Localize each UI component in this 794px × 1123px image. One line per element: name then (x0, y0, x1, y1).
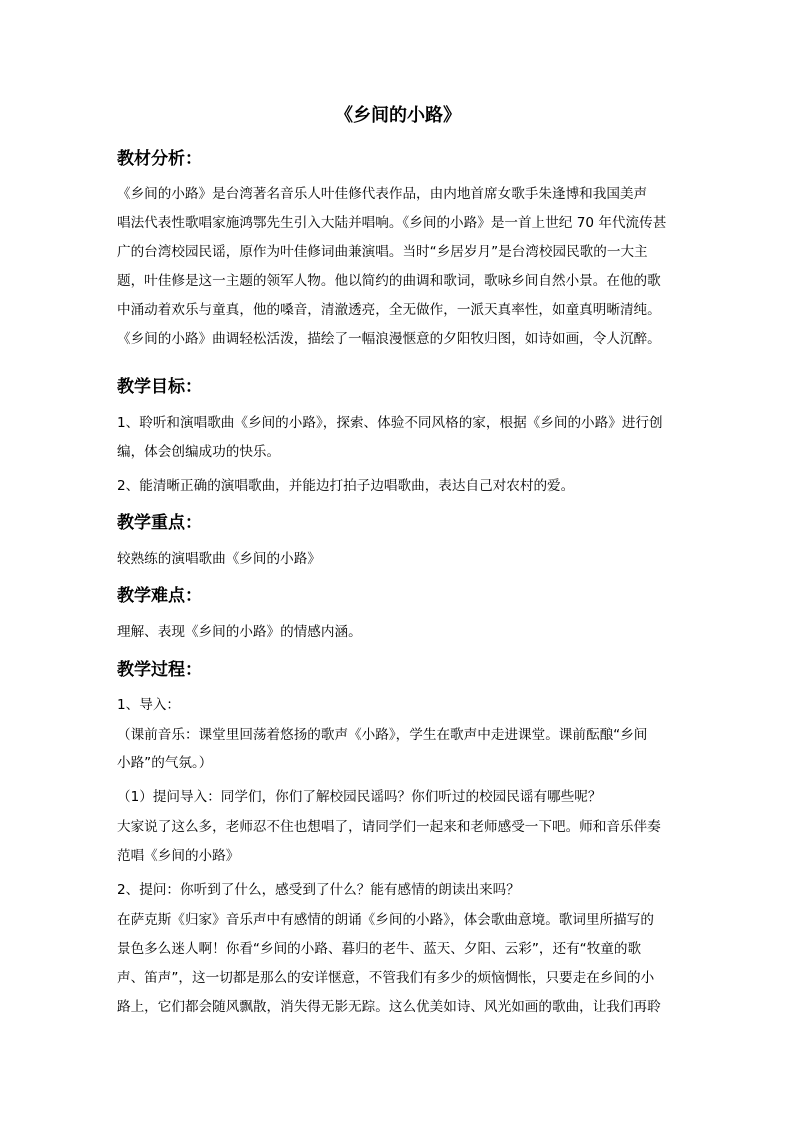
paragraph-line: （1）提问导入：同学们，你们了解校园民谣吗？你们听过的校园民谣有哪些呢？ (117, 789, 602, 805)
document-title: 《乡间的小路》 (335, 105, 461, 126)
paragraph-line: 在萨克斯《归家》音乐声中有感情的朗诵《乡间的小路》，体会歌曲意境。歌词里所描写的 (117, 912, 654, 928)
paragraph-line: 2、能清晰正确的演唱歌曲，并能边打拍子边唱歌曲，表达自己对农村的爱。 (117, 478, 575, 494)
paragraph-line: 编，体会创编成功的快乐。 (117, 444, 281, 460)
paragraph-line: 理解、表现《乡间的小路》的情感内涵。 (117, 624, 362, 640)
paragraph-line: 景色多么迷人啊！你看“乡间的小路、暮归的老牛、蓝天、夕阳、云彩”，还有“牧童的歌 (117, 941, 642, 957)
paragraph-line: 中涌动着欢乐与童真，他的嗓音，清澈透亮，全无做作，一派天真率性，如童真明晰清纯。 (117, 302, 661, 318)
heading-analysis: 教材分析： (117, 149, 202, 169)
heading-process: 教学过程： (117, 660, 202, 680)
paragraph-line: 《乡间的小路》曲调轻松活泼，描绘了一幅浪漫惬意的夕阳牧归图，如诗如画，令人沉醉。 (117, 331, 661, 347)
paragraph-line: 大家说了这么多，老师忍不住也想唱了，请同学们一起来和老师感受一下吧。师和音乐伴奏 (117, 819, 661, 835)
heading-goals: 教学目标： (117, 377, 202, 397)
heading-difficulties: 教学难点： (117, 586, 202, 606)
paragraph-line: 题，叶佳修是这一主题的领军人物。他以简约的曲调和歌词，歌咏乡间自然小景。在他的歌 (117, 273, 661, 289)
paragraph-line: 唱法代表性歌唱家施鸿鄂先生引入大陆并唱响。《乡间的小路》是一首上世纪 70 年代流传甚 (117, 215, 667, 231)
paragraph-line: 路上，它们都会随风飘散，消失得无影无踪。这么优美如诗、风光如画的歌曲，让我们再聆 (117, 999, 661, 1015)
paragraph-line: 2、提问：你听到了什么，感受到了什么？能有感情的朗读出来吗？ (117, 882, 520, 898)
paragraph-line: 广的台湾校园民谣，原作为叶佳修词曲兼演唱。当时“乡居岁月”是台湾校园民歌的一大主 (117, 244, 648, 260)
paragraph-line: 较熟练的演唱歌曲《乡间的小路》 (117, 551, 321, 567)
paragraph-line: 范唱《乡间的小路》 (117, 848, 240, 864)
paragraph-line: 小路”的气氛。） (117, 755, 213, 771)
paragraph-line: 声、笛声”，这一切都是那么的安详惬意，不管我们有多少的烦恼惆怅，只要走在乡间的小 (117, 970, 655, 986)
paragraph-line: 1、导入： (117, 697, 181, 713)
paragraph-line: 《乡间的小路》是台湾著名音乐人叶佳修代表作品，由内地首席女歌手朱逢博和我国美声 (117, 186, 648, 202)
paragraph-line: （课前音乐：课堂里回荡着悠扬的歌声《小路》，学生在歌声中走进课堂。课前酝酿“乡间 (117, 727, 648, 743)
heading-key-points: 教学重点： (117, 513, 202, 533)
paragraph-line: 1、聆听和演唱歌曲《乡间的小路》，探索、体验不同风格的家，根据《乡间的小路》进行创 (117, 415, 663, 431)
